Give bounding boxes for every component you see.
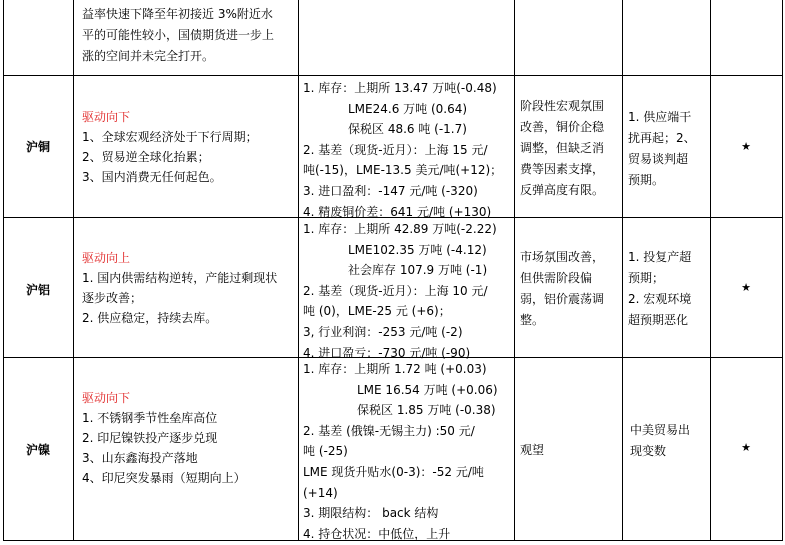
stats-line: 3. 期限结构： back 结构 — [303, 506, 439, 521]
view-line: 阶段性宏观氛围 — [520, 99, 605, 113]
driver-line: 3、山东鑫海投产落地 — [82, 451, 198, 465]
risk-line: 中美贸易出 — [630, 423, 691, 437]
risk-line: 现变数 — [630, 444, 667, 458]
commodity-name-copper: 沪铜 — [25, 140, 50, 154]
driver-line: 2、贸易逆全球化抬累； — [82, 150, 210, 164]
stats-line: 2. 基差（现货-近月）：上海 15 元/ — [303, 142, 488, 157]
rating-star-icon: ★ — [741, 140, 751, 153]
risk-line: 贸易谈判超 — [628, 152, 689, 166]
analysis-line: 平的可能性较小，国债期货进一步上 — [82, 28, 275, 42]
driver-line: 逐步改善； — [82, 291, 143, 305]
view-line: 但供需阶段偏 — [520, 271, 593, 285]
view-line: 调整，但缺乏消 — [520, 141, 605, 155]
driver-cell-aluminum — [82, 248, 277, 328]
risk-line: 2. 宏观环境 — [628, 292, 692, 306]
stats-line: 2. 基差（现货-近月）：上海 10 元/ — [303, 283, 488, 298]
stats-cell-copper — [303, 78, 502, 222]
grid-line-v1 — [3, 0, 4, 541]
risk-line: 1. 供应端干 — [628, 110, 692, 124]
driver-line: 3、国内消费无任何起色。 — [82, 170, 222, 184]
stats-line: (+14) — [303, 485, 338, 500]
risk-line: 预期。 — [628, 173, 665, 187]
driver-line: 1、全球宏观经济处于下行周期； — [82, 130, 258, 144]
risk-line: 扰再起；2、 — [628, 131, 696, 145]
grid-line-v2 — [73, 0, 74, 541]
stats-line: LME24.6 万吨 (0.64) — [348, 101, 468, 116]
stats-line: 社会库存 107.9 万吨 (-1) — [348, 263, 488, 278]
driver-title: 驱动向上 — [82, 251, 131, 265]
view-cell-aluminum — [520, 247, 604, 331]
commodity-name-aluminum: 沪铝 — [25, 283, 50, 297]
commodity-name-nickel: 沪镍 — [25, 443, 50, 457]
stats-line: 吨 (-25) — [303, 444, 348, 459]
driver-title: 驱动向下 — [82, 391, 131, 405]
stats-line: 3. 进口盈利：-147 元/吨 (-320) — [303, 183, 478, 198]
stats-line: 吨(-15)，LME-13.5 美元/吨(+12)； — [303, 163, 503, 178]
risk-line: 超预期恶化 — [628, 313, 689, 327]
grid-line-h1 — [3, 75, 783, 76]
rating-star-icon: ★ — [741, 441, 751, 454]
view-line: 弱，铝价震荡调 — [520, 292, 605, 306]
risk-line: 预期； — [628, 271, 665, 285]
stats-line: LME 16.54 万吨 (+0.06) — [357, 382, 498, 397]
risk-cell-aluminum — [628, 247, 691, 331]
grid-line-v6 — [710, 0, 711, 541]
top-row-analysis — [82, 4, 274, 67]
stats-line: 3, 行业利润：-253 元/吨 (-2) — [303, 324, 463, 339]
grid-line-v3 — [298, 0, 299, 541]
stats-line: 保税区 1.85 万吨 (-0.38) — [357, 403, 496, 418]
view-line: 市场氛围改善， — [520, 250, 605, 264]
view-line: 改善，铜价企稳 — [520, 120, 605, 134]
stats-cell-aluminum — [303, 219, 497, 363]
stats-line: 1. 库存：上期所 13.47 万吨(-0.48) — [303, 81, 497, 95]
driver-line: 2. 供应稳定，持续去库。 — [82, 311, 218, 325]
stats-line: 1. 库存：上期所 42.89 万吨(-2.22) — [303, 222, 497, 236]
risk-cell-nickel — [630, 420, 690, 462]
driver-line: 1. 不锈钢季节性垒库高位 — [82, 411, 218, 425]
view-line: 整。 — [520, 313, 545, 327]
grid-line-v7 — [782, 0, 783, 541]
risk-cell-copper — [628, 107, 696, 191]
driver-cell-copper — [82, 107, 258, 187]
stats-line: 1. 库存：上期所 1.72 吨 (+0.03) — [303, 362, 487, 376]
driver-line: 4、印尼突发暴雨（短期向上） — [82, 471, 246, 485]
driver-line: 1. 国内供需结构逆转，产能过剩现状 — [82, 271, 278, 285]
driver-title: 驱动向下 — [82, 110, 131, 124]
analysis-line: 涨的空间并未完全打开。 — [82, 49, 215, 63]
stats-line: 4. 持仓状况：中低位，上升 — [303, 526, 451, 541]
stats-cell-nickel — [303, 359, 498, 544]
stats-line: LME 现货升贴水(0-3)：-52 元/吨 — [303, 464, 484, 479]
stats-line: 2. 基差 (俄镍-无锡主力) :50 元/ — [303, 423, 475, 438]
stats-line: 保税区 48.6 吨 (-1.7) — [348, 122, 467, 137]
risk-line: 1. 投复产超 — [628, 250, 692, 264]
view-cell-copper — [520, 96, 604, 201]
stats-line: 4. 进口盈亏：-730 元/吨 (-90) — [303, 345, 471, 360]
rating-star-icon: ★ — [741, 281, 751, 294]
driver-cell-nickel — [82, 388, 246, 488]
view-line: 观望 — [520, 443, 545, 457]
view-line: 费等因素支撑， — [520, 162, 605, 176]
view-line: 反弹高度有限。 — [520, 183, 605, 197]
analysis-line: 益率快速下降至年初接近 3%附近水 — [82, 7, 273, 21]
stats-line: 4. 精废铜价差：641 元/吨 (+130) — [303, 204, 492, 219]
grid-line-v5 — [622, 0, 623, 541]
grid-line-v4 — [514, 0, 515, 541]
stats-line: LME102.35 万吨 (-4.12) — [348, 242, 487, 257]
view-cell-nickel — [520, 440, 544, 460]
driver-line: 2. 印尼镍铁投产逐步兑现 — [82, 431, 218, 445]
stats-line: 吨 (0)，LME-25 元 (+6)； — [303, 304, 451, 319]
